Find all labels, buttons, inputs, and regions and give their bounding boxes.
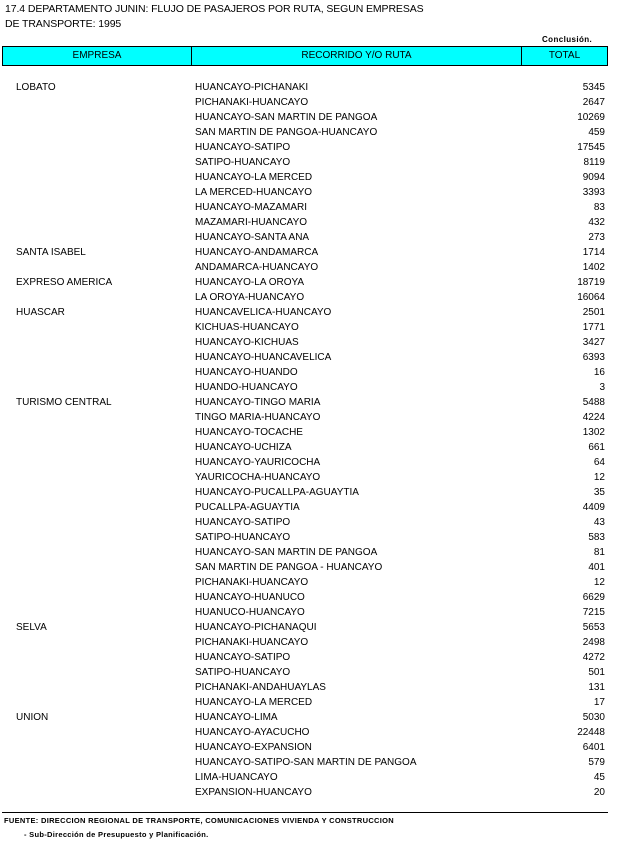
table-row: [0, 620, 635, 635]
total-cell: 1402: [582, 262, 605, 273]
total-cell: 2647: [582, 97, 605, 108]
table-row: [0, 215, 635, 230]
total-cell: 20: [593, 787, 605, 798]
conclusion-note: Conclusión.: [542, 35, 593, 44]
ruta-cell: HUANCAYO-YAURICOCHA: [195, 457, 321, 468]
table-row: [0, 650, 635, 665]
ruta-cell: HUANCAYO-HUANCAVELICA: [195, 352, 332, 363]
ruta-cell: LIMA-HUANCAYO: [195, 772, 278, 783]
ruta-cell: SATIPO-HUANCAYO: [195, 157, 291, 168]
table-row: [0, 575, 635, 590]
ruta-cell: HUANUCO-HUANCAYO: [195, 607, 305, 618]
table-row: [0, 635, 635, 650]
ruta-cell: HUANCAYO-SATIPO-SAN MARTIN DE PANGOA: [195, 757, 417, 768]
title-line-1: 17.4 DEPARTAMENTO JUNIN: FLUJO DE PASAJEROS POR RUTA, SEGUN EMPRESAS: [5, 3, 424, 15]
table-row: [0, 425, 635, 440]
total-cell: 6393: [582, 352, 605, 363]
empresa-cell: SANTA ISABEL: [16, 247, 86, 258]
ruta-cell: YAURICOCHA-HUANCAYO: [195, 472, 321, 483]
total-cell: 4409: [582, 502, 605, 513]
table-row: [0, 440, 635, 455]
total-cell: 1302: [582, 427, 605, 438]
ruta-cell: PICHANAKI-ANDAHUAYLAS: [195, 682, 326, 693]
ruta-cell: HUANCAYO-LA MERCED: [195, 172, 313, 183]
empresa-cell: EXPRESO AMERICA: [16, 277, 113, 288]
ruta-cell: SAN MARTIN DE PANGOA-HUANCAYO: [195, 127, 378, 138]
table-row: [0, 275, 635, 290]
ruta-cell: PICHANAKI-HUANCAYO: [195, 637, 309, 648]
total-cell: 7215: [582, 607, 605, 618]
table-row: [0, 785, 635, 800]
ruta-cell: HUANCAYO-TINGO MARIA: [195, 397, 321, 408]
ruta-cell: HUANDO-HUANCAYO: [195, 382, 298, 393]
source-note: [4, 814, 394, 842]
total-cell: 5345: [582, 82, 605, 93]
ruta-cell: KICHUAS-HUANCAYO: [195, 322, 299, 333]
title-line-2: DE TRANSPORTE: 1995: [5, 18, 122, 30]
footer-divider: [2, 812, 608, 813]
header-ruta: RECORRIDO Y/O RUTA: [192, 47, 522, 65]
ruta-cell: PUCALLPA-AGUAYTIA: [195, 502, 300, 513]
ruta-cell: HUANCAYO-PUCALLPA-AGUAYTIA: [195, 487, 359, 498]
table-row: [0, 560, 635, 575]
table-body: [0, 80, 635, 800]
table-header: [2, 46, 608, 66]
ruta-cell: HUANCAYO-SATIPO: [195, 652, 291, 663]
total-cell: 45: [593, 772, 605, 783]
table-row: [0, 500, 635, 515]
total-cell: 5653: [582, 622, 605, 633]
source-line-2: - Sub-Dirección de Presupuesto y Planificación.: [24, 830, 209, 839]
table-row: [0, 125, 635, 140]
total-cell: 18719: [577, 277, 605, 288]
ruta-cell: ANDAMARCA-HUANCAYO: [195, 262, 319, 273]
total-cell: 12: [593, 472, 605, 483]
table-row: [0, 470, 635, 485]
table-row: [0, 170, 635, 185]
total-cell: 35: [593, 487, 605, 498]
ruta-cell: HUANCAYO-LA MERCED: [195, 697, 313, 708]
total-cell: 10269: [577, 112, 605, 123]
total-cell: 4272: [582, 652, 605, 663]
total-cell: 2501: [582, 307, 605, 318]
page-title: [5, 2, 445, 32]
table-row: [0, 380, 635, 395]
total-cell: 83: [593, 202, 605, 213]
header-total: TOTAL: [548, 50, 581, 61]
empresa-cell: HUASCAR: [16, 307, 65, 318]
table-row: [0, 95, 635, 110]
ruta-cell: HUANCAYO-SANTA ANA: [195, 232, 310, 243]
total-cell: 12: [593, 577, 605, 588]
total-cell: 8119: [583, 157, 605, 168]
table-row: [0, 365, 635, 380]
ruta-cell: HUANCAYO-PICHANAKI: [195, 82, 309, 93]
ruta-cell: HUANCAYO-HUANDO: [195, 367, 298, 378]
ruta-cell: HUANCAYO-SAN MARTIN DE PANGOA: [195, 112, 378, 123]
table-row: [0, 185, 635, 200]
total-cell: 5030: [582, 712, 605, 723]
table-row: [0, 590, 635, 605]
table-row: [0, 200, 635, 215]
ruta-cell: HUANCAYO-TOCACHE: [195, 427, 303, 438]
total-cell: 64: [593, 457, 605, 468]
total-cell: 1771: [582, 322, 605, 333]
total-cell: 501: [588, 667, 605, 678]
table-row: [0, 245, 635, 260]
table-row: [0, 710, 635, 725]
ruta-cell: HUANCAYO-UCHIZA: [195, 442, 292, 453]
ruta-cell: HUANCAYO-ANDAMARCA: [195, 247, 319, 258]
table-row: [0, 755, 635, 770]
ruta-cell: HUANCAYO-SATIPO: [195, 142, 291, 153]
ruta-cell: HUANCAVELICA-HUANCAYO: [195, 307, 332, 318]
total-cell: 3427: [582, 337, 605, 348]
total-cell: 22448: [577, 727, 605, 738]
total-cell: 3: [599, 382, 605, 393]
table-row: [0, 770, 635, 785]
total-cell: 17: [593, 697, 605, 708]
empresa-cell: SELVA: [16, 622, 47, 633]
total-cell: 9094: [582, 172, 605, 183]
table-row: [0, 155, 635, 170]
table-row: [0, 350, 635, 365]
ruta-cell: SAN MARTIN DE PANGOA - HUANCAYO: [195, 562, 383, 573]
total-cell: 459: [588, 127, 605, 138]
table-row: [0, 695, 635, 710]
ruta-cell: HUANCAYO-LIMA: [195, 712, 278, 723]
ruta-cell: PICHANAKI-HUANCAYO: [195, 577, 309, 588]
table-row: [0, 725, 635, 740]
total-cell: 2498: [582, 637, 605, 648]
table-row: [0, 605, 635, 620]
ruta-cell: PICHANAKI-HUANCAYO: [195, 97, 309, 108]
table-row: [0, 305, 635, 320]
total-cell: 1714: [582, 247, 605, 258]
total-cell: 3393: [582, 187, 605, 198]
empresa-cell: LOBATO: [16, 82, 56, 93]
ruta-cell: HUANCAYO-LA OROYA: [195, 277, 305, 288]
ruta-cell: MAZAMARI-HUANCAYO: [195, 217, 308, 228]
ruta-cell: HUANCAYO-EXPANSION: [195, 742, 312, 753]
total-cell: 6401: [582, 742, 605, 753]
total-cell: 16064: [577, 292, 605, 303]
total-cell: 579: [588, 757, 605, 768]
table-row: [0, 665, 635, 680]
ruta-cell: LA MERCED-HUANCAYO: [195, 187, 313, 198]
ruta-cell: LA OROYA-HUANCAYO: [195, 292, 305, 303]
empresa-cell: UNION: [16, 712, 49, 723]
total-cell: 5488: [582, 397, 605, 408]
total-cell: 432: [588, 217, 605, 228]
empresa-cell: TURISMO CENTRAL: [16, 397, 112, 408]
table-row: [0, 395, 635, 410]
table-row: [0, 545, 635, 560]
table-row: [0, 290, 635, 305]
total-cell: 81: [593, 547, 605, 558]
ruta-cell: HUANCAYO-SATIPO: [195, 517, 291, 528]
table-row: [0, 455, 635, 470]
ruta-cell: HUANCAYO-PICHANAQUI: [195, 622, 317, 633]
total-cell: 131: [588, 682, 605, 693]
table-row: [0, 335, 635, 350]
table-row: [0, 740, 635, 755]
table-row: [0, 230, 635, 245]
total-cell: 16: [593, 367, 605, 378]
total-cell: 401: [588, 562, 605, 573]
table-row: [0, 410, 635, 425]
total-cell: 43: [593, 517, 605, 528]
ruta-cell: HUANCAYO-KICHUAS: [195, 337, 299, 348]
ruta-cell: HUANCAYO-HUANUCO: [195, 592, 305, 603]
table-row: [0, 260, 635, 275]
ruta-cell: HUANCAYO-AYACUCHO: [195, 727, 310, 738]
header-empresa: EMPRESA: [3, 47, 192, 65]
table-row: [0, 140, 635, 155]
total-cell: 6629: [582, 592, 605, 603]
total-cell: 661: [588, 442, 605, 453]
table-row: [0, 320, 635, 335]
ruta-cell: EXPANSION-HUANCAYO: [195, 787, 312, 798]
total-cell: 583: [588, 532, 605, 543]
ruta-cell: HUANCAYO-MAZAMARI: [195, 202, 308, 213]
total-cell: 17545: [577, 142, 605, 153]
source-line-1: FUENTE: DIRECCION REGIONAL DE TRANSPORTE, COMUNICACIONES VIVIENDA Y CONSTRUCCION: [4, 816, 394, 825]
table-row: [0, 110, 635, 125]
table-row: [0, 530, 635, 545]
table-row: [0, 80, 635, 95]
table-row: [0, 485, 635, 500]
ruta-cell: SATIPO-HUANCAYO: [195, 667, 291, 678]
ruta-cell: SATIPO-HUANCAYO: [195, 532, 291, 543]
total-cell: 4224: [582, 412, 605, 423]
total-cell: 273: [588, 232, 605, 243]
ruta-cell: TINGO MARIA-HUANCAYO: [195, 412, 321, 423]
table-row: [0, 680, 635, 695]
ruta-cell: HUANCAYO-SAN MARTIN DE PANGOA: [195, 547, 378, 558]
table-row: [0, 515, 635, 530]
